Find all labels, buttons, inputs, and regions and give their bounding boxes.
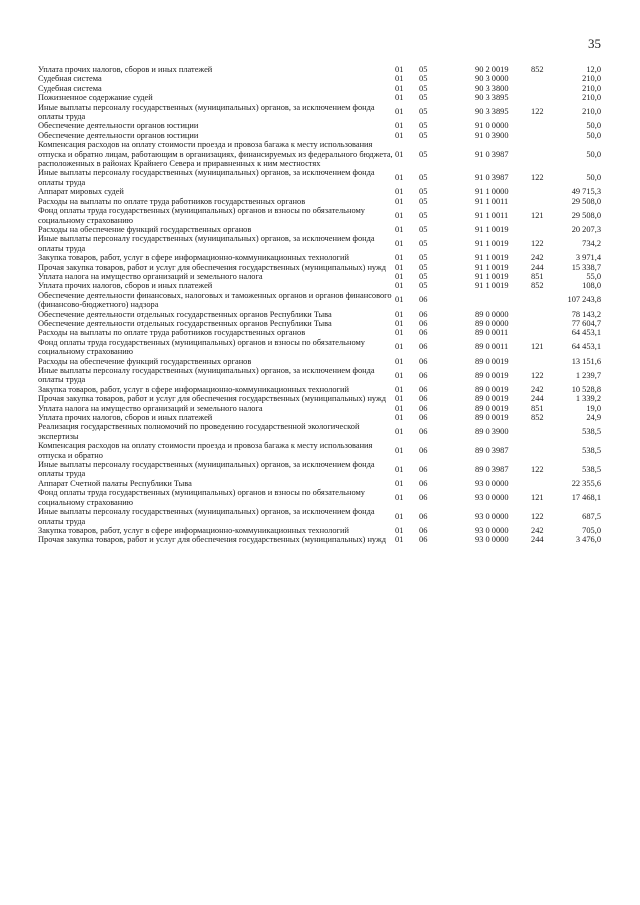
- row-name: Компенсация расходов на оплату стоимости проезда и провоза багажа к месту использования отпуска и обратно: [38, 441, 373, 460]
- row-amount: 50,0: [586, 149, 601, 159]
- table-row: [38, 234, 601, 253]
- table-row: [38, 441, 601, 460]
- row-name: Пожизненное содержание судей: [38, 93, 153, 103]
- row-subsection-code: 06: [419, 342, 428, 352]
- row-target-article-code: 89 0 3987: [475, 464, 509, 474]
- row-section-code: 01: [395, 511, 404, 521]
- row-amount: 64 453,1: [571, 342, 601, 352]
- row-section-code: 01: [395, 262, 404, 272]
- row-name: Закупка товаров, работ, услуг в сфере информационно-коммуникационных технологий: [38, 253, 349, 263]
- row-subsection-code: 05: [419, 262, 428, 272]
- row-expense-type-code: 244: [531, 394, 544, 404]
- row-section-code: 01: [395, 224, 404, 234]
- row-subsection-code: 05: [419, 281, 428, 291]
- row-subsection-code: 05: [419, 224, 428, 234]
- row-expense-type-code: 852: [531, 413, 544, 423]
- row-name: Прочая закупка товаров, работ и услуг для обеспечения государственных (муниципальных) нужд: [38, 394, 387, 404]
- row-target-article-code: 91 1 0019: [475, 271, 509, 281]
- row-section-code: 01: [395, 196, 404, 206]
- row-subsection-code: 05: [419, 83, 428, 93]
- row-amount: 1 339,2: [575, 394, 601, 404]
- row-amount: 538,5: [582, 445, 601, 455]
- row-subsection-code: 05: [419, 173, 428, 183]
- row-section-code: 01: [395, 403, 404, 413]
- row-amount: 210,0: [582, 93, 601, 103]
- table-row: [38, 319, 601, 328]
- table-row: [38, 328, 601, 337]
- row-expense-type-code: 242: [531, 384, 544, 394]
- row-name: Компенсация расходов на оплату стоимости проезда и провоза багажа к месту использования отпуска и обратно лицам, работающим в организациях, финансируемых из федерального бюджета, расположенных в районах Крайнего Севера и приравненных к ним местностях: [38, 140, 393, 169]
- row-name: Реализация государственных полномочий по проведению государственной экологической экспертизы: [38, 422, 360, 441]
- row-section-code: 01: [395, 281, 404, 291]
- row-name: Расходы на выплаты по оплате труда работников государственных органов: [38, 328, 306, 338]
- row-name: Прочая закупка товаров, работ и услуг для обеспечения государственных (муниципальных) нужд: [38, 262, 387, 272]
- row-expense-type-code: 242: [531, 253, 544, 263]
- row-target-article-code: 90 3 3800: [475, 83, 509, 93]
- row-amount: 24,9: [586, 413, 601, 423]
- row-expense-type-code: [531, 328, 567, 337]
- row-target-article-code: 89 0 0000: [475, 309, 509, 319]
- row-section-code: 01: [395, 253, 404, 263]
- row-amount: 64 453,1: [571, 328, 601, 338]
- row-section-code: 01: [395, 173, 404, 183]
- row-subsection-code: 06: [419, 413, 428, 423]
- row-target-article-code: 89 0 0019: [475, 403, 509, 413]
- row-amount: 20 207,3: [571, 224, 601, 234]
- row-target-article-code: 90 3 3895: [475, 107, 509, 117]
- table-row: [38, 65, 601, 74]
- row-section-code: 01: [395, 478, 404, 488]
- row-subsection-code: 05: [419, 121, 428, 131]
- row-subsection-code: 06: [419, 370, 428, 380]
- table-row: [38, 272, 601, 281]
- row-amount: 17 468,1: [571, 492, 601, 502]
- row-expense-type-code: [531, 310, 567, 319]
- row-amount: 13 151,6: [571, 356, 601, 366]
- table-row: [38, 121, 601, 130]
- row-amount: 3 476,0: [575, 535, 601, 545]
- row-expense-type-code: [531, 225, 567, 234]
- table-row: [38, 131, 601, 140]
- page-number: 35: [588, 36, 601, 51]
- row-amount: 538,5: [582, 464, 601, 474]
- row-target-article-code: 91 1 0019: [475, 262, 509, 272]
- row-expense-type-code: 122: [531, 173, 544, 183]
- row-amount: 78 143,2: [571, 309, 601, 319]
- table-row: [38, 394, 601, 403]
- row-subsection-code: 06: [419, 356, 428, 366]
- row-subsection-code: 06: [419, 427, 428, 437]
- row-expense-type-code: [531, 131, 567, 140]
- table-row: [38, 357, 601, 366]
- row-section-code: 01: [395, 83, 404, 93]
- row-section-code: 01: [395, 445, 404, 455]
- row-name: Иные выплаты персоналу государственных (муниципальных) органов, за исключением фонда оплаты труда: [38, 234, 375, 253]
- row-section-code: 01: [395, 342, 404, 352]
- row-amount: 734,2: [582, 239, 601, 249]
- row-amount: 3 971,4: [575, 253, 601, 263]
- row-expense-type-code: [531, 441, 567, 460]
- row-target-article-code: 93 0 0000: [475, 511, 509, 521]
- row-amount: 10 528,8: [571, 384, 601, 394]
- row-section-code: 01: [395, 413, 404, 423]
- budget-table: [38, 65, 601, 545]
- row-amount: 210,0: [582, 83, 601, 93]
- row-expense-type-code: [531, 357, 567, 366]
- row-subsection-code: 05: [419, 271, 428, 281]
- row-expense-type-code: [531, 291, 567, 310]
- row-name: Судебная система: [38, 83, 102, 93]
- row-target-article-code: 89 0 0011: [475, 342, 509, 352]
- row-name: Судебная система: [38, 74, 102, 84]
- row-expense-type-code: [531, 93, 567, 102]
- row-section-code: 01: [395, 295, 404, 305]
- row-subsection-code: 06: [419, 478, 428, 488]
- row-section-code: 01: [395, 427, 404, 437]
- row-subsection-code: 06: [419, 492, 428, 502]
- row-expense-type-code: [531, 74, 567, 83]
- row-subsection-code: 06: [419, 328, 428, 338]
- table-row: [38, 253, 601, 262]
- row-amount: 107 243,8: [567, 295, 601, 305]
- row-expense-type-code: [531, 319, 567, 328]
- row-section-code: 01: [395, 107, 404, 117]
- row-expense-type-code: [531, 121, 567, 130]
- row-expense-type-code: [531, 84, 567, 93]
- row-expense-type-code: 121: [531, 492, 544, 502]
- table-row: [38, 460, 601, 479]
- row-target-article-code: 90 3 0000: [475, 74, 509, 84]
- row-amount: 687,5: [582, 511, 601, 521]
- row-section-code: 01: [395, 318, 404, 328]
- row-subsection-code: 06: [419, 525, 428, 535]
- row-target-article-code: 91 0 3987: [475, 173, 509, 183]
- row-subsection-code: 06: [419, 403, 428, 413]
- row-name: Уплата налога на имущество организаций и земельного налога: [38, 271, 263, 281]
- row-target-article-code: 89 0 0019: [475, 413, 509, 423]
- row-section-code: 01: [395, 525, 404, 535]
- row-name: Уплата прочих налогов, сборов и иных платежей: [38, 281, 213, 291]
- row-expense-type-code: 852: [531, 65, 544, 74]
- row-name: Иные выплаты персоналу государственных (муниципальных) органов, за исключением фонда оплаты труда: [38, 507, 375, 526]
- row-name: Уплата прочих налогов, сборов и иных платежей: [38, 65, 213, 74]
- row-target-article-code: 93 0 0000: [475, 525, 509, 535]
- table-row: [38, 366, 601, 385]
- row-section-code: 01: [395, 74, 404, 84]
- row-subsection-code: 05: [419, 74, 428, 84]
- table-row: [38, 422, 601, 441]
- row-target-article-code: 91 1 0019: [475, 281, 509, 291]
- row-section-code: 01: [395, 356, 404, 366]
- table-row: [38, 263, 601, 272]
- row-section-code: 01: [395, 492, 404, 502]
- table-row: [38, 225, 601, 234]
- table-row: [38, 187, 601, 196]
- row-expense-type-code: [531, 479, 567, 488]
- row-name: Уплата прочих налогов, сборов и иных платежей: [38, 413, 213, 423]
- row-expense-type-code: 121: [531, 210, 544, 220]
- row-section-code: 01: [395, 384, 404, 394]
- table-row: [38, 526, 601, 535]
- row-amount: 55,0: [586, 271, 601, 281]
- row-amount: 50,0: [586, 130, 601, 140]
- row-section-code: 01: [395, 187, 404, 197]
- row-expense-type-code: [531, 422, 567, 441]
- row-amount: 705,0: [582, 525, 601, 535]
- row-name: Обеспечение деятельности финансовых, налоговых и таможенных органов и органов финансового (финансово-бюджетного) надзора: [38, 290, 392, 310]
- row-subsection-code: 05: [419, 65, 428, 74]
- row-subsection-code: 06: [419, 384, 428, 394]
- table-row: [38, 103, 601, 122]
- row-name: Фонд оплаты труда государственных (муниципальных) органов и взносы по обязательному социальному страхованию: [38, 206, 365, 225]
- table-row: [38, 74, 601, 83]
- row-expense-type-code: 122: [531, 464, 544, 474]
- row-expense-type-code: 244: [531, 535, 544, 545]
- table-row: [38, 281, 601, 290]
- row-subsection-code: 05: [419, 187, 428, 197]
- row-amount: 29 508,0: [571, 196, 601, 206]
- row-target-article-code: 89 0 0000: [475, 318, 509, 328]
- row-subsection-code: 06: [419, 445, 428, 455]
- row-expense-type-code: 121: [531, 342, 544, 352]
- row-section-code: 01: [395, 328, 404, 338]
- row-subsection-code: 06: [419, 464, 428, 474]
- row-section-code: 01: [395, 309, 404, 319]
- row-expense-type-code: [531, 197, 567, 206]
- table-row: [38, 310, 601, 319]
- table-row: [38, 93, 601, 102]
- row-target-article-code: 91 1 0000: [475, 187, 509, 197]
- row-amount: 77 604,7: [571, 318, 601, 328]
- table-row: [38, 535, 601, 544]
- row-target-article-code: 91 0 3987: [475, 149, 509, 159]
- row-subsection-code: 06: [419, 309, 428, 319]
- row-target-article-code: 90 2 0019: [475, 65, 509, 74]
- row-name: Прочая закупка товаров, работ и услуг для обеспечения государственных (муниципальных) нужд: [38, 535, 387, 545]
- row-target-article-code: 89 0 0011: [475, 328, 509, 338]
- row-target-article-code: 93 0 0000: [475, 478, 509, 488]
- row-name: Расходы на обеспечение функций государственных органов: [38, 356, 252, 366]
- table-row: [38, 168, 601, 187]
- row-section-code: 01: [395, 121, 404, 131]
- row-expense-type-code: 122: [531, 239, 544, 249]
- row-target-article-code: 89 0 0019: [475, 384, 509, 394]
- table-row: [38, 197, 601, 206]
- table-row: [38, 338, 601, 357]
- row-amount: 29 508,0: [571, 210, 601, 220]
- row-subsection-code: 06: [419, 394, 428, 404]
- row-subsection-code: 05: [419, 93, 428, 103]
- row-target-article-code: 90 3 3895: [475, 93, 509, 103]
- row-subsection-code: 06: [419, 318, 428, 328]
- row-name: Иные выплаты персоналу государственных (муниципальных) органов, за исключением фонда оплаты труда: [38, 366, 375, 385]
- table-row: [38, 140, 601, 168]
- table-row: [38, 84, 601, 93]
- row-section-code: 01: [395, 394, 404, 404]
- row-section-code: 01: [395, 65, 404, 74]
- row-amount: 12,0: [586, 65, 601, 74]
- row-amount: 50,0: [586, 121, 601, 131]
- row-name: Фонд оплаты труда государственных (муниципальных) органов и взносы по обязательному социальному страхованию: [38, 337, 365, 357]
- table-row: [38, 385, 601, 394]
- row-name: Аппарат Счетной палаты Республики Тыва: [38, 478, 192, 488]
- row-section-code: 01: [395, 130, 404, 140]
- row-target-article-code: 91 1 0019: [475, 253, 509, 263]
- row-target-article-code: 89 0 0019: [475, 394, 509, 404]
- row-amount: 108,0: [582, 281, 601, 291]
- row-name: Закупка товаров, работ, услуг в сфере информационно-коммуникационных технологий: [38, 525, 349, 535]
- row-amount: 1 239,7: [575, 370, 601, 380]
- row-amount: 50,0: [586, 173, 601, 183]
- row-target-article-code: 91 1 0019: [475, 224, 509, 234]
- row-section-code: 01: [395, 464, 404, 474]
- row-name: Обеспечение деятельности отдельных государственных органов Республики Тыва: [38, 309, 332, 319]
- row-name: Обеспечение деятельности органов юстиции: [38, 121, 199, 131]
- row-expense-type-code: 122: [531, 511, 544, 521]
- row-name: Иные выплаты персоналу государственных (муниципальных) органов, за исключением фонда оплаты труда: [38, 168, 375, 187]
- table-row: [38, 404, 601, 413]
- row-subsection-code: 06: [419, 511, 428, 521]
- row-expense-type-code: 242: [531, 525, 544, 535]
- row-amount: 15 338,7: [571, 262, 601, 272]
- row-amount: 19,0: [586, 403, 601, 413]
- table-row: [38, 488, 601, 507]
- row-amount: 210,0: [582, 74, 601, 84]
- table-row: [38, 206, 601, 225]
- row-target-article-code: 91 1 0019: [475, 239, 509, 249]
- row-subsection-code: 05: [419, 210, 428, 220]
- row-expense-type-code: 851: [531, 403, 544, 413]
- row-amount: 538,5: [582, 427, 601, 437]
- row-expense-type-code: [531, 187, 567, 196]
- row-subsection-code: 05: [419, 239, 428, 249]
- table-row: [38, 479, 601, 488]
- row-subsection-code: 05: [419, 107, 428, 117]
- row-target-article-code: 93 0 0000: [475, 535, 509, 545]
- row-expense-type-code: 122: [531, 107, 544, 117]
- row-name: Уплата налога на имущество организаций и земельного налога: [38, 403, 263, 413]
- row-name: Фонд оплаты труда государственных (муниципальных) органов и взносы по обязательному социальному страхованию: [38, 488, 365, 507]
- row-expense-type-code: [531, 140, 567, 168]
- row-target-article-code: 89 0 0019: [475, 356, 509, 366]
- row-section-code: 01: [395, 370, 404, 380]
- row-section-code: 01: [395, 149, 404, 159]
- table-row: [38, 291, 601, 310]
- row-subsection-code: 05: [419, 130, 428, 140]
- row-subsection-code: 05: [419, 196, 428, 206]
- row-subsection-code: 06: [419, 295, 428, 305]
- row-name: Расходы на выплаты по оплате труда работников государственных органов: [38, 196, 306, 206]
- row-target-article-code: [475, 291, 531, 310]
- row-expense-type-code: 851: [531, 271, 544, 281]
- row-name: Обеспечение деятельности органов юстиции: [38, 130, 199, 140]
- row-target-article-code: 93 0 0000: [475, 492, 509, 502]
- row-section-code: 01: [395, 535, 404, 545]
- table-row: [38, 507, 601, 526]
- row-name: Закупка товаров, работ, услуг в сфере информационно-коммуникационных технологий: [38, 384, 349, 394]
- row-target-article-code: 89 0 3900: [475, 427, 509, 437]
- row-amount: 22 355,6: [571, 478, 601, 488]
- row-amount: 49 715,3: [571, 187, 601, 197]
- row-target-article-code: 91 1 0011: [475, 210, 509, 220]
- row-section-code: 01: [395, 210, 404, 220]
- row-section-code: 01: [395, 239, 404, 249]
- row-target-article-code: 89 0 0019: [475, 370, 509, 380]
- row-section-code: 01: [395, 271, 404, 281]
- row-expense-type-code: 244: [531, 262, 544, 272]
- row-target-article-code: 91 0 3900: [475, 130, 509, 140]
- row-target-article-code: 91 1 0011: [475, 196, 509, 206]
- row-name: Расходы на обеспечение функций государственных органов: [38, 224, 252, 234]
- table-row: [38, 413, 601, 422]
- row-target-article-code: 91 0 0000: [475, 121, 509, 131]
- row-expense-type-code: 122: [531, 370, 544, 380]
- row-expense-type-code: 852: [531, 281, 544, 291]
- row-name: Аппарат мировых судей: [38, 187, 124, 197]
- row-subsection-code: 06: [419, 535, 428, 545]
- row-name: Обеспечение деятельности отдельных государственных органов Республики Тыва: [38, 318, 332, 328]
- row-name: Иные выплаты персоналу государственных (муниципальных) органов, за исключением фонда оплаты труда: [38, 460, 375, 479]
- row-amount: 210,0: [582, 107, 601, 117]
- budget-table-body: [38, 65, 601, 545]
- row-target-article-code: 89 0 3987: [475, 445, 509, 455]
- row-subsection-code: 05: [419, 149, 428, 159]
- row-subsection-code: 05: [419, 253, 428, 263]
- row-name: Иные выплаты персоналу государственных (муниципальных) органов, за исключением фонда оплаты труда: [38, 102, 375, 122]
- row-section-code: 01: [395, 93, 404, 103]
